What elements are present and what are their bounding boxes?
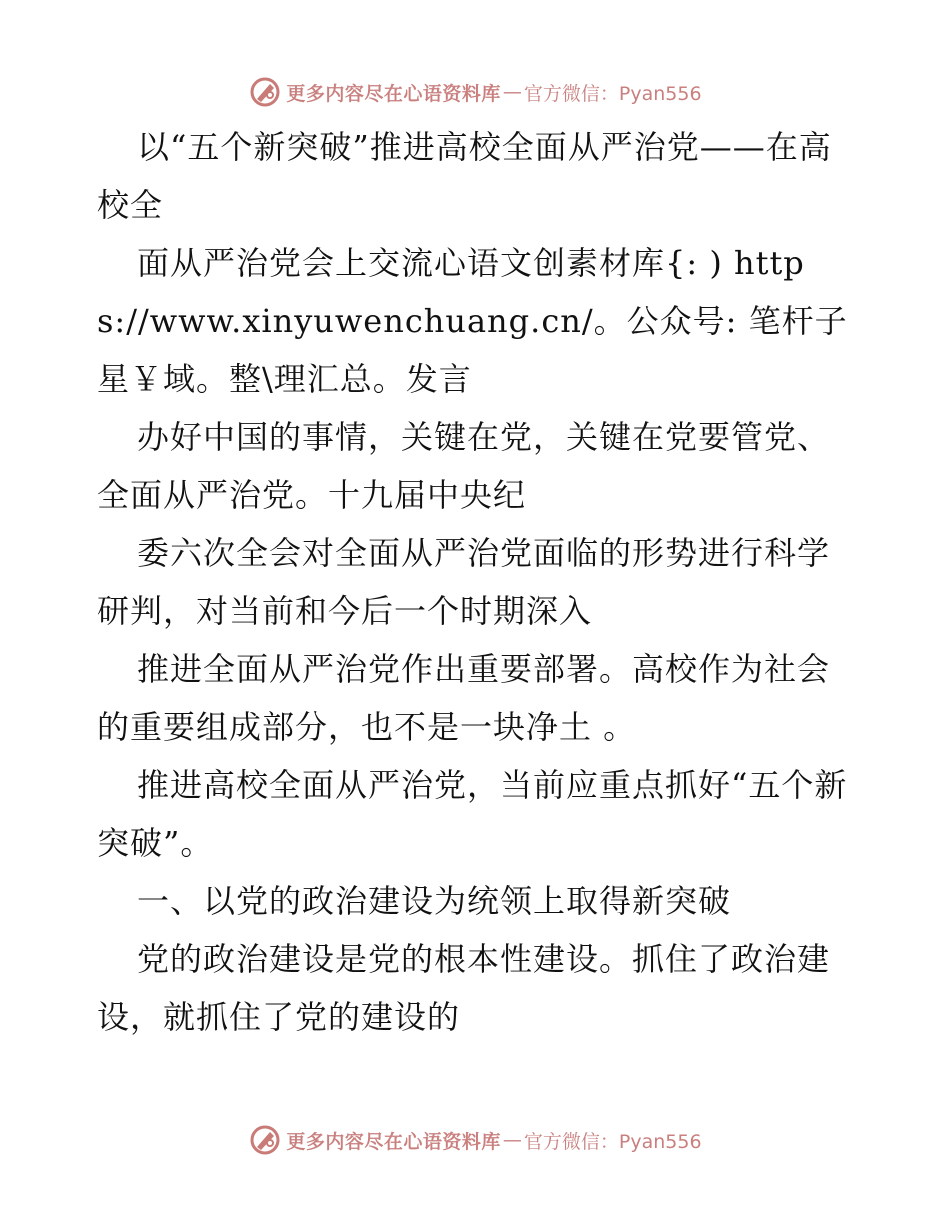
watermark-wechat-text: 官方微信：Pyan556 [523, 82, 702, 105]
watermark-separator: — [502, 81, 522, 103]
paragraph-intro: 办好中国的事情，关键在党，关键在党要管党、全面从严治党。十九届中央纪 [97, 418, 831, 514]
watermark-wechat-text: 官方微信：Pyan556 [523, 1130, 702, 1153]
header-watermark [0, 72, 950, 112]
watermark-separator: — [502, 1129, 522, 1151]
paragraph-political-building: 党的政治建设是党的根本性建设。抓住了政治建设，就抓住了党的建设的 [97, 940, 831, 1036]
paragraph-plenum: 委六次全会对全面从严治党面临的形势进行科学研判，对当前和今后一个时期深入 [97, 534, 831, 630]
paragraph-five-breakthroughs: 推进高校全面从严治党，当前应重点抓好“五个新突破”。 [97, 766, 848, 862]
paragraph-source: 面从严治党会上交流心语文创素材库{: ) https://www.xinyuwenchuang.cn/。公众号: 笔杆子星￥域。整\理汇总。发言 [97, 244, 848, 398]
paragraph-deployment: 推进全面从严治党作出重要部署。高校作为社会的重要组成部分，也不是一块净土 。 [97, 650, 831, 746]
paragraph-title: 以“五个新突破”推进高校全面从严治党——在高校全 [97, 128, 832, 224]
footer-watermark [0, 1120, 950, 1160]
document-body [97, 118, 857, 1046]
brand-logo-icon [248, 1123, 282, 1157]
watermark-main-text: 更多内容尽在心语资料库 [286, 1130, 501, 1153]
section-heading-1: 一、以党的政治建设为统领上取得新突破 [137, 882, 732, 920]
brand-logo-icon [248, 75, 282, 109]
watermark-main-text: 更多内容尽在心语资料库 [286, 82, 501, 105]
